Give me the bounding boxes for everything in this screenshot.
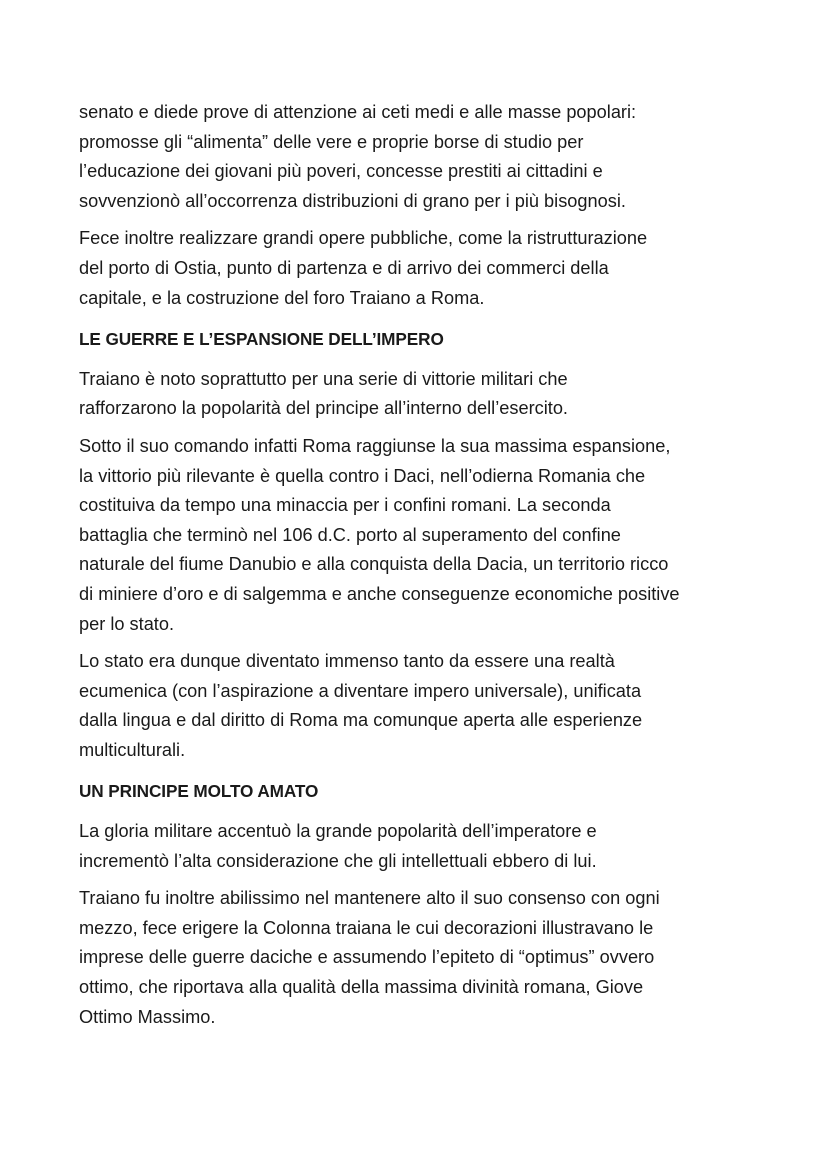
paragraph: Fece inoltre realizzare grandi opere pubbliche, come la ristrutturazione del porto di Ostia, punto di partenza e di arrivo dei commerci della capitale, e la costruzione del foro Traiano a Roma. [79,228,648,308]
paragraph: senato e diede prove di attenzione ai ceti medi e alle masse popolari: promosse gli “alimenta” delle vere e proprie borse di studio per l’educazione dei giovani più poveri, concesse prestiti ai cittadini e sovvenzionò all’occorrenza distribuzioni di grano per i più bisognosi. [79,102,637,211]
section-heading: UN PRINCIPE MOLTO AMATO [79,781,319,802]
paragraph: Sotto il suo comando infatti Roma raggiunse la sua massima espansione, la vittorio più rilevante è quella contro i Daci, nell’odierna Romania che costituiva da tempo una minaccia per i confini romani. La seconda battaglia che terminò nel 106 d.C. porto al superamento del confine naturale del fiume Danubio e alla conquista della Dacia, un territorio ricco di miniere d’oro e di salgemma e anche conseguenze economiche positive per lo stato. [79,435,680,634]
section-heading: LE GUERRE E L’ESPANSIONE DELL’IMPERO [79,329,444,350]
paragraph: Traiano fu inoltre abilissimo nel mantenere alto il suo consenso con ogni mezzo, fece erigere la Colonna traiana le cui decorazioni illustravano le imprese delle guerre daciche e assumendo l’epiteto di “optimus” ovvero ottimo, che riportava alla qualità della massima divinità romana, Giove Ottimo Massimo. [79,888,660,1027]
paragraph: Lo stato era dunque diventato immenso tanto da essere una realtà ecumenica (con l’aspirazione a diventare impero universale), unificata dalla lingua e dal diritto di Roma ma comunque aperta alle esperienze multiculturali. [79,651,643,760]
paragraph: La gloria militare accentuò la grande popolarità dell’imperatore e incrementò l’alta considerazione che gli intellettuali ebbero di lui. [79,821,597,871]
paragraph: Traiano è noto soprattutto per una serie di vittorie militari che rafforzarono la popolarità del principe all’interno dell’esercito. [79,368,568,419]
